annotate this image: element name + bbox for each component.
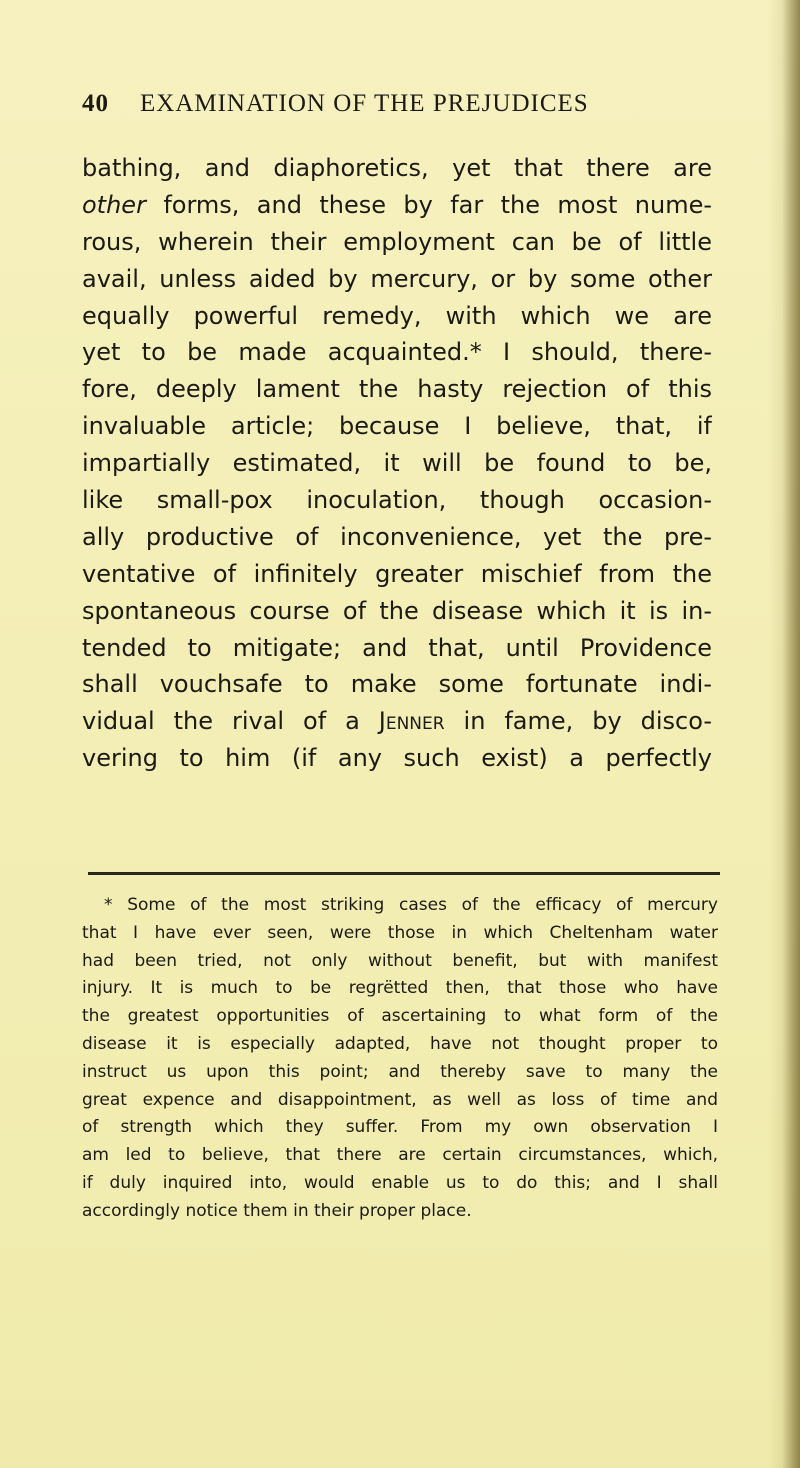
running-head-title: EXAMINATION OF THE PREJUDICES: [140, 90, 589, 117]
footnote-line: the greatest opportunities of ascertaining to what form of the: [82, 1006, 718, 1027]
text-line: ventative of infinitely greater mischief from the: [82, 559, 712, 588]
text-line: yet to be made acquainted.* I should, there-: [82, 338, 712, 367]
text-line: tended to mitigate; and that, until Providence: [82, 633, 712, 662]
footnote-line: injury. It is much to be regrëtted then, that those who have: [82, 978, 718, 999]
footnote-line: that I have ever seen, were those in which Cheltenham water: [82, 922, 718, 943]
footnote-line: * Some of the most striking cases of the efficacy of mercury: [104, 895, 718, 915]
footnote-line: am led to believe, that there are certain circumstances, which,: [82, 1145, 718, 1166]
main-text: [82, 150, 712, 777]
text-line: impartially estimated, it will be found to be,: [82, 449, 712, 478]
text-line: fore, deeply lament the hasty rejection of this: [82, 375, 712, 404]
text-line: spontaneous course of the disease which it is in-: [82, 596, 712, 625]
page-number: 40: [82, 90, 109, 117]
text-line: vering to him (if any such exist) a perfectly: [82, 744, 712, 773]
text-line: equally powerful remedy, with which we are: [82, 301, 712, 330]
running-head: [82, 90, 722, 130]
proper-name-jenner: Jenner: [378, 707, 445, 736]
text-line: rous, wherein their employment can be of little: [82, 227, 712, 256]
footnote-line: instruct us upon this point; and thereby save to many the: [82, 1061, 718, 1082]
footnote-line: accordingly notice them in their proper place.: [82, 1200, 472, 1221]
text-line: vidual the rival of a Jenner in fame, by disco-: [82, 707, 712, 736]
text-line-remainder: forms, and these by far the most nume-: [145, 190, 712, 219]
text-line: bathing, and diaphoretics, yet that there are: [82, 154, 712, 182]
text-line: shall vouchsafe to make some fortunate indi-: [82, 670, 712, 699]
text-line: like small-pox inoculation, though occasion-: [82, 486, 712, 515]
text-line: avail, unless aided by mercury, or by some other: [82, 264, 712, 293]
text-line-with-italic: [82, 187, 712, 224]
footnote-line: if duly inquired into, would enable us to do this; and I shall: [82, 1172, 718, 1193]
page-edge-shadow: [782, 0, 800, 1468]
footnote-line: had been tried, not only without benefit, but with manifest: [82, 950, 718, 971]
footnote-line: great expence and disappointment, as well as loss of time and: [82, 1089, 718, 1110]
footnote-line: disease it is especially adapted, have not thought proper to: [82, 1033, 718, 1054]
footnote: [82, 892, 718, 1226]
text-line: ally productive of inconvenience, yet the pre-: [82, 522, 712, 551]
footnote-line: of strength which they suffer. From my own observation I: [82, 1117, 718, 1138]
footnote-divider: [88, 872, 720, 875]
italic-word: other: [82, 190, 146, 219]
text-line: invaluable article; because I believe, that, if: [82, 412, 712, 441]
